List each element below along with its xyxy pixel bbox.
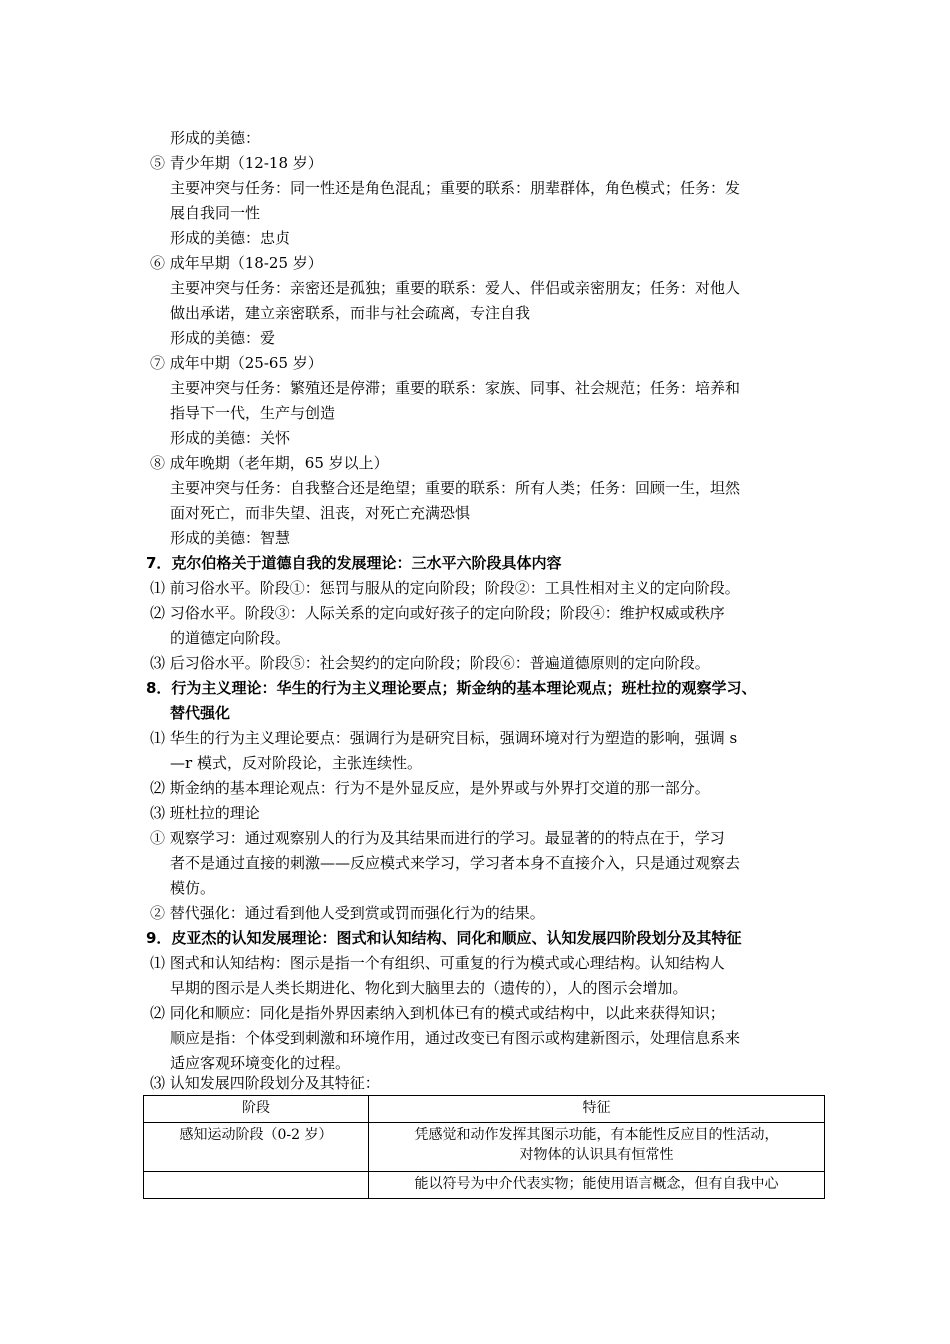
stage-cell: 感知运动阶段（0-2 岁） [144,1123,369,1172]
text-line: ⑵ 同化和顺应：同化是指外界因素纳入到机体已有的模式或结构中，以此来获得知识； [150,1004,725,1022]
text-line: 做出承诺，建立亲密联系，而非与社会疏离，专注自我 [170,304,531,322]
feature-line: 对物体的认识具有恒常性 [519,1147,674,1163]
text-line: ⑶ 后习俗水平。阶段⑤：社会契约的定向阶段；阶段⑥：普遍道德原则的定向阶段。 [150,654,710,672]
section-heading: ⑥ 成年早期（18-25 岁） [150,254,323,272]
text-line: 适应客观环境变化的过程。 [170,1054,351,1072]
numbered-heading-cont: 替代强化 [170,704,231,722]
table-header-cell: 阶段 [144,1096,369,1123]
feature-cell [369,1172,825,1199]
text-line: ⑶ 班杜拉的理论 [150,804,260,822]
section-heading: ⑧ 成年晚期（老年期，65 岁以上） [150,454,389,472]
text-line: 形成的美德：忠贞 [170,229,291,247]
table-row [144,1172,825,1199]
text-line: ⑴ 华生的行为主义理论要点：强调行为是研究目标，强调环境对行为塑造的影响，强调 s [150,729,738,747]
text-line: ⑴ 图式和认知结构：图示是指一个有组织、可重复的行为模式或心理结构。认知结构人 [150,954,725,972]
text-line: 形成的美德：关怀 [170,429,291,447]
text-line: ⑵ 斯金纳的基本理论观点：行为不是外显反应，是外界或与外界打交道的那一部分。 [150,779,710,797]
numbered-heading: 7．克尔伯格关于道德自我的发展理论：三水平六阶段具体内容 [146,554,562,572]
text-line: 主要冲突与任务：同一性还是角色混乱；重要的联系：朋辈群体，角色模式；任务：发 [170,179,741,197]
stages-table [143,1095,825,1199]
text-line: 早期的图示是人类长期进化、物化到大脑里去的（遗传的），人的图示会增加。 [170,979,688,997]
text-line: 主要冲突与任务：自我整合还是绝望；重要的联系：所有人类；任务：回顾一生，坦然 [170,479,741,497]
feature-line: 能以符号为中介代表实物；能使用语言概念，但有自我中心 [414,1176,779,1192]
text-line: 形成的美德：智慧 [170,529,291,547]
table-row [144,1123,825,1172]
text-line: 顺应是指：个体受到刺激和环境作用，通过改变已有图示或构建新图示，处理信息系来 [170,1029,741,1047]
text-line: 展自我同一性 [170,204,261,222]
text-line: —r 模式，反对阶段论，主张连续性。 [170,754,422,772]
numbered-heading: 8．行为主义理论：华生的行为主义理论要点；斯金纳的基本理论观点；班杜拉的观察学习、 [146,679,757,697]
text-line: ⑴ 前习俗水平。阶段①：惩罚与服从的定向阶段；阶段②：工具性相对主义的定向阶段。 [150,579,740,597]
numbered-heading: 9．皮亚杰的认知发展理论：图式和认知结构、同化和顺应、认知发展四阶段划分及其特征 [146,929,742,947]
text-line: ⑵ 习俗水平。阶段③：人际关系的定向或好孩子的定向阶段；阶段④：维护权威或秩序 [150,604,725,622]
text-line: 的道德定向阶段。 [170,629,291,647]
text-line: 模仿。 [170,879,216,897]
text-line: 主要冲突与任务：亲密还是孤独；重要的联系：爱人、伴侣或亲密朋友；任务：对他人 [170,279,741,297]
text-line: 指导下一代，生产与创造 [170,404,336,422]
text-line: ① 观察学习：通过观察别人的行为及其结果而进行的学习。最显著的的特点在于，学习 [150,829,725,847]
table-header-row [144,1096,825,1123]
text-line: 形成的美德： [170,129,261,147]
text-line: 主要冲突与任务：繁殖还是停滞；重要的联系：家族、同事、社会规范；任务：培养和 [170,379,741,397]
section-heading: ⑦ 成年中期（25-65 岁） [150,354,323,372]
text-line: 形成的美德：爱 [170,329,276,347]
text-line: 者不是通过直接的刺激——反应模式来学习，学习者本身不直接介入，只是通过观察去 [170,854,741,872]
feature-cell [369,1123,825,1172]
text-line: ② 替代强化：通过看到他人受到赏或罚而强化行为的结果。 [150,904,545,922]
section-heading: ⑤ 青少年期（12-18 岁） [150,154,323,172]
table-header-cell: 特征 [369,1096,825,1123]
feature-line: 凭感觉和动作发挥其图示功能，有本能性反应目的性活动， [414,1127,779,1143]
text-line: 面对死亡，而非失望、沮丧，对死亡充满恐惧 [170,504,471,522]
stage-cell [144,1172,369,1199]
text-line: ⑶ 认知发展四阶段划分及其特征： [150,1074,380,1092]
